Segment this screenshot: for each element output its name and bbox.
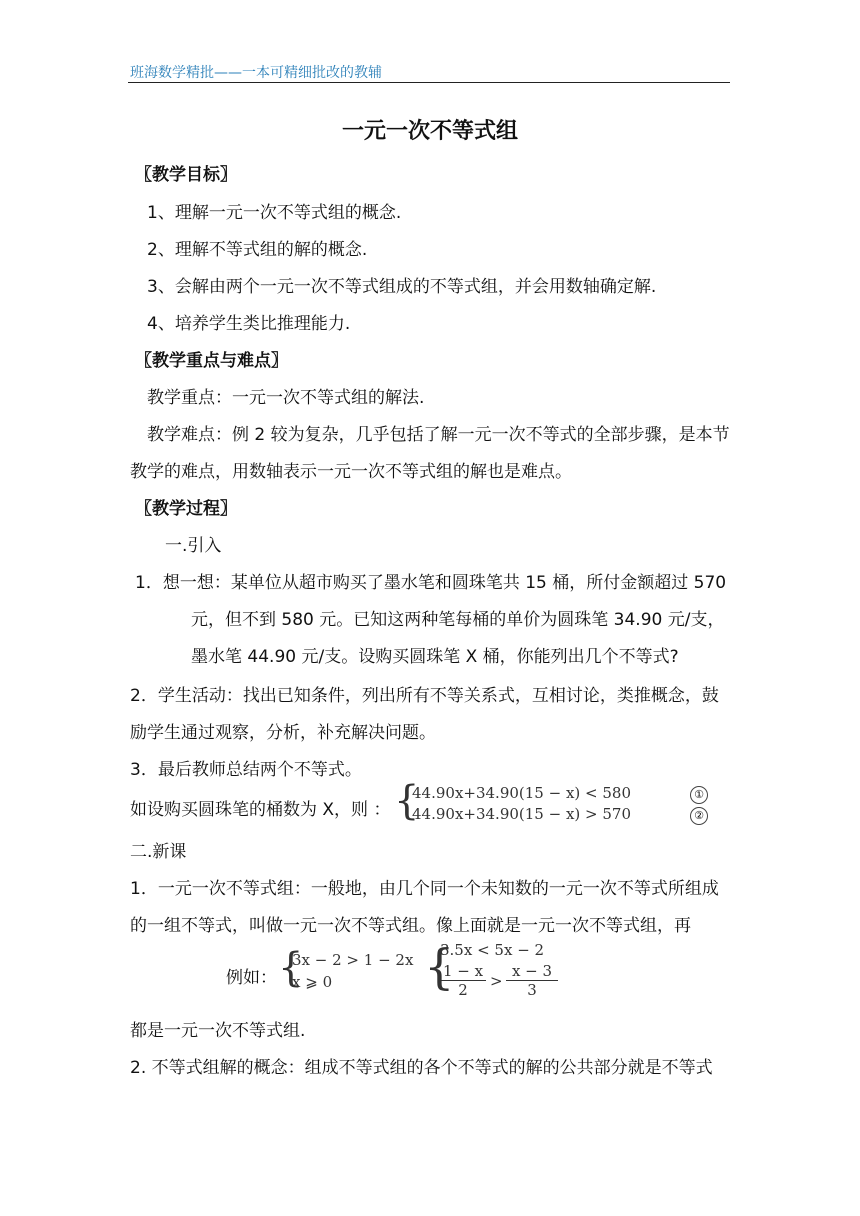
- fraction-2-numerator: x − 3: [506, 962, 558, 981]
- fraction-1-numerator: 1 − x: [440, 962, 486, 981]
- fraction-2-denominator: 3: [527, 981, 537, 999]
- section-teaching-goals: 〖教学目标〗: [135, 165, 237, 185]
- document-title: 一元一次不等式组: [341, 119, 518, 144]
- page-header: 班海数学精批——一本可精细批改的教辅: [130, 65, 382, 81]
- example-2-relation: >: [490, 972, 503, 990]
- difficult-point-line-2: 教学的难点，用数轴表示一元一次不等式组的解也是难点。: [130, 462, 572, 482]
- question-1-line-3: 墨水笔 44.90 元/支。设购买圆珠笔 X 桶，你能列出几个不等式?: [191, 647, 679, 667]
- difficult-point-line-1: 教学难点：例 2 较为复杂，几乎包括了解一元一次不等式的全部步骤，是本节: [147, 425, 730, 445]
- goal-item-4: 4、培养学生类比推理能力.: [147, 314, 351, 334]
- example-1-inequality-a: 3x − 2 > 1 − 2x: [292, 951, 414, 969]
- example-2-brace: {: [424, 939, 455, 995]
- question-2-line-2: 励学生通过观察，分析，补充解决问题。: [130, 723, 436, 743]
- goal-item-3: 3、会解由两个一元一次不等式组成的不等式组，并会用数轴确定解.: [147, 277, 657, 297]
- question-1-line-2: 元，但不到 580 元。已知这两种笔每桶的单价为圆珠笔 34.90 元/支，: [191, 610, 725, 630]
- question-1-line-1: 1．想一想：某单位从超市购买了墨水笔和圆珠笔共 15 桶，所付金额超过 570: [135, 573, 727, 593]
- inequality-2-marker: ②: [690, 807, 708, 825]
- example-1-inequality-b: x ⩾ 0: [292, 973, 333, 991]
- setup-text: 如设购买圆珠笔的桶数为 X，则 ：: [130, 800, 391, 820]
- example-label: 例如：: [226, 968, 277, 988]
- inequality-2: 44.90x+34.90(15 − x) > 570: [412, 805, 632, 823]
- inequality-1: 44.90x+34.90(15 − x) < 580: [412, 784, 632, 802]
- definition-line-1: 1．一元一次不等式组：一般地，由几个同一个未知数的一元一次不等式所组成: [130, 879, 719, 899]
- question-3: 3．最后教师总结两个不等式。: [130, 760, 362, 780]
- conclusion-text: 都是一元一次不等式组.: [130, 1021, 306, 1041]
- example-2-fraction-1: [440, 962, 486, 999]
- inequality-system-brace: {: [394, 778, 420, 824]
- example-2-inequality-a: 3.5x < 5x − 2: [440, 941, 545, 959]
- goal-item-1: 1、理解一元一次不等式组的概念.: [147, 203, 402, 223]
- fraction-1-denominator: 2: [458, 981, 468, 999]
- key-point: 教学重点：一元一次不等式组的解法.: [147, 388, 425, 408]
- inequality-1-marker: ①: [690, 786, 708, 804]
- new-lesson-heading: 二.新课: [130, 842, 187, 862]
- section-key-points: 〖教学重点与难点〗: [135, 351, 288, 371]
- solution-concept-line: 2. 不等式组解的概念：组成不等式组的各个不等式的解的公共部分就是不等式: [130, 1058, 713, 1078]
- intro-heading: 一.引入: [165, 536, 222, 556]
- goal-item-2: 2、理解不等式组的解的概念.: [147, 240, 368, 260]
- example-1-brace: {: [278, 945, 304, 991]
- question-2-line-1: 2．学生活动：找出已知条件，列出所有不等关系式，互相讨论，类推概念，鼓: [130, 686, 719, 706]
- definition-line-2: 的一组不等式，叫做一元一次不等式组。像上面就是一元一次不等式组，再: [130, 916, 691, 936]
- section-teaching-process: 〖教学过程〗: [135, 499, 237, 519]
- example-2-fraction-2: [506, 962, 558, 999]
- header-divider: [128, 82, 730, 83]
